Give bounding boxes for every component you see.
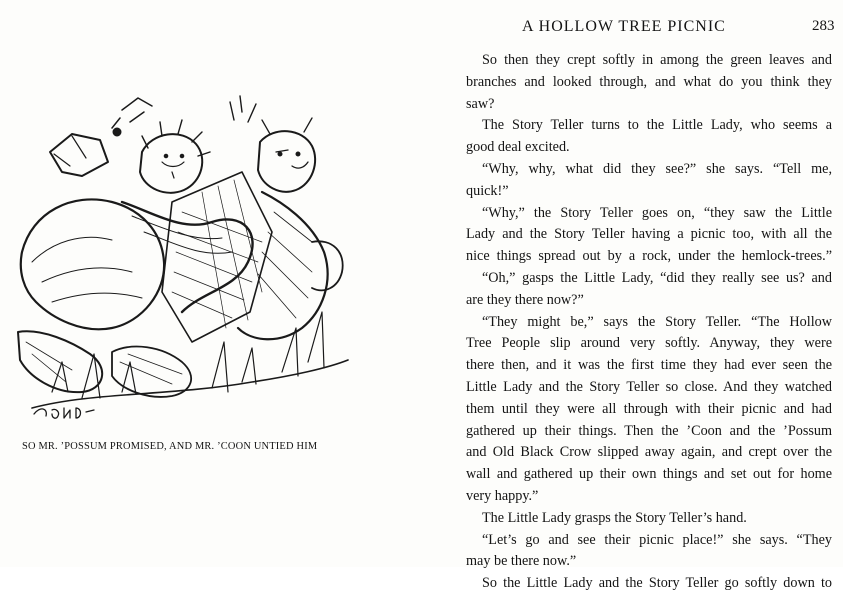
text-line: “They might be,” says the Story Teller. “The Hollow xyxy=(482,313,832,330)
text-line: nice things spread out by a rock, under the hemlock-trees.” xyxy=(466,248,832,265)
text-line: them until they were all through with their picnic and had xyxy=(466,400,832,417)
text-line: branches and looked through, and what do you think they xyxy=(466,73,832,90)
illustration-caption: SO MR. ’POSSUM PROMISED, AND MR. ’COON UNTIED HIM xyxy=(22,441,318,452)
text-line: very happy.” xyxy=(466,487,539,504)
right-page xyxy=(382,0,843,592)
text-line: are they there now?” xyxy=(466,291,584,308)
flying-hat xyxy=(50,134,108,176)
text-line: “Oh,” gasps the Little Lady, “did they really see us? and xyxy=(482,269,832,286)
body-text xyxy=(466,50,832,595)
text-line: saw? xyxy=(466,95,495,112)
coon-figure xyxy=(258,131,315,192)
text-line: good deal excited. xyxy=(466,139,570,156)
text-line: Lady and the Story Teller having a picnic too, with all the xyxy=(466,226,832,243)
text-line: The Story Teller turns to the Little Lady, who seems a xyxy=(482,117,832,134)
text-line: Little Lady and the Story Teller so close. And they watched xyxy=(466,378,832,395)
text-line: gathered up their things. Then the ’Coon and the ’Possum xyxy=(466,422,832,439)
text-line: quick!” xyxy=(466,182,509,199)
text-line: “Why,” the Story Teller goes on, “they saw the Little xyxy=(482,204,832,221)
text-line: wall and gathered up their own things and set out for home xyxy=(466,466,832,483)
text-line: may be there now.” xyxy=(466,553,577,570)
text-line: and Old Black Crow slipped away again, and crept over the xyxy=(466,444,832,461)
pen-and-ink-illustration xyxy=(12,92,352,422)
artist-signature xyxy=(34,408,94,418)
text-line: So the Little Lady and the Story Teller go softly down to xyxy=(482,575,832,592)
running-head: A HOLLOW TREE PICNIC xyxy=(522,18,726,35)
possum-figure xyxy=(21,199,164,329)
text-line: Tree People slip around very softly. Anyway, they were xyxy=(466,335,832,352)
text-line: So then they crept softly in among the green leaves and xyxy=(482,52,832,68)
text-line: “Let’s go and see their picnic place!” she says. “They xyxy=(482,531,832,548)
left-page xyxy=(0,0,380,567)
page-number: 283 xyxy=(812,18,835,34)
text-line: The Little Lady grasps the Story Teller’s hand. xyxy=(482,509,747,526)
text-line: there then, and it was the first time they had ever seen the xyxy=(466,357,832,374)
text-line: “Why, why, what did they see?” she says. “Tell me, xyxy=(482,160,832,177)
